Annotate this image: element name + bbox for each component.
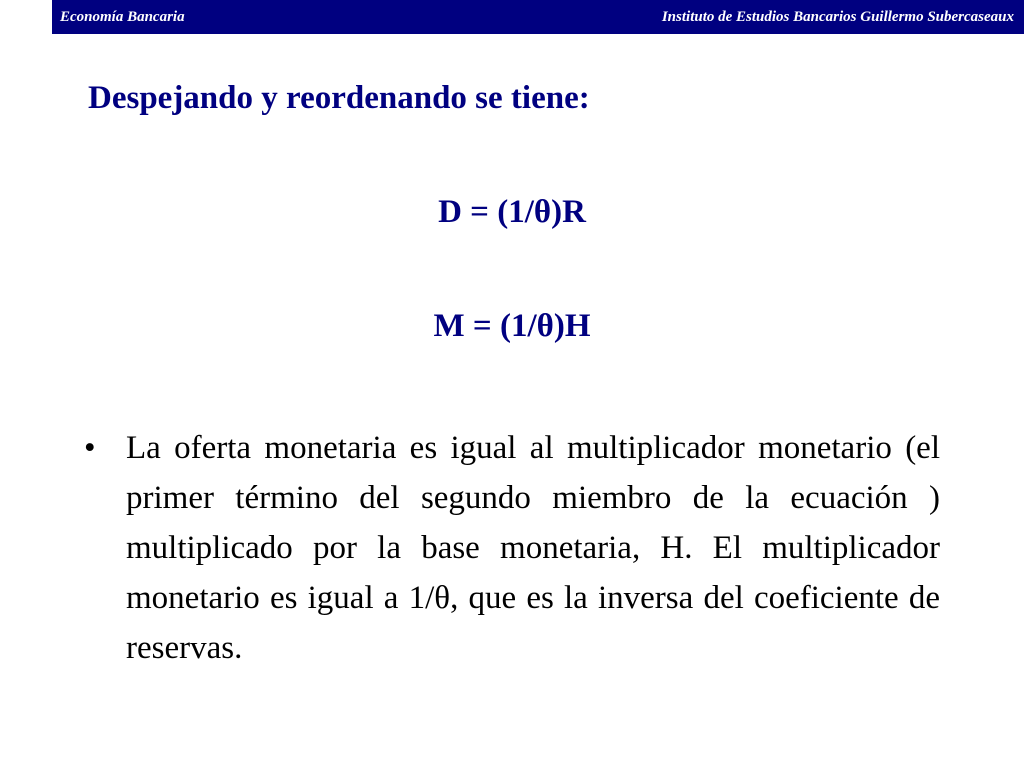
bullet-marker: • (84, 430, 96, 466)
bullet-item (84, 423, 940, 673)
header-institution-name: Instituto de Estudios Bancarios Guillermo Subercaseaux (661, 9, 1014, 25)
header-course-name: Economía Bancaria (60, 9, 185, 25)
header-bar (52, 0, 1024, 34)
bullet-text: La oferta monetaria es igual al multiplicador monetario (el primer término del segundo miembro de la ecuación ) multiplicado por la base monetaria, H. El multiplicador monetario es igual a 1/θ, que es la inversa del coeficiente de reservas. (126, 430, 940, 666)
slide-title: Despejando y reordenando se tiene: (88, 80, 590, 116)
equation-deposits: D = (1/θ)R (438, 194, 586, 230)
equation-money-supply: M = (1/θ)H (433, 308, 591, 344)
